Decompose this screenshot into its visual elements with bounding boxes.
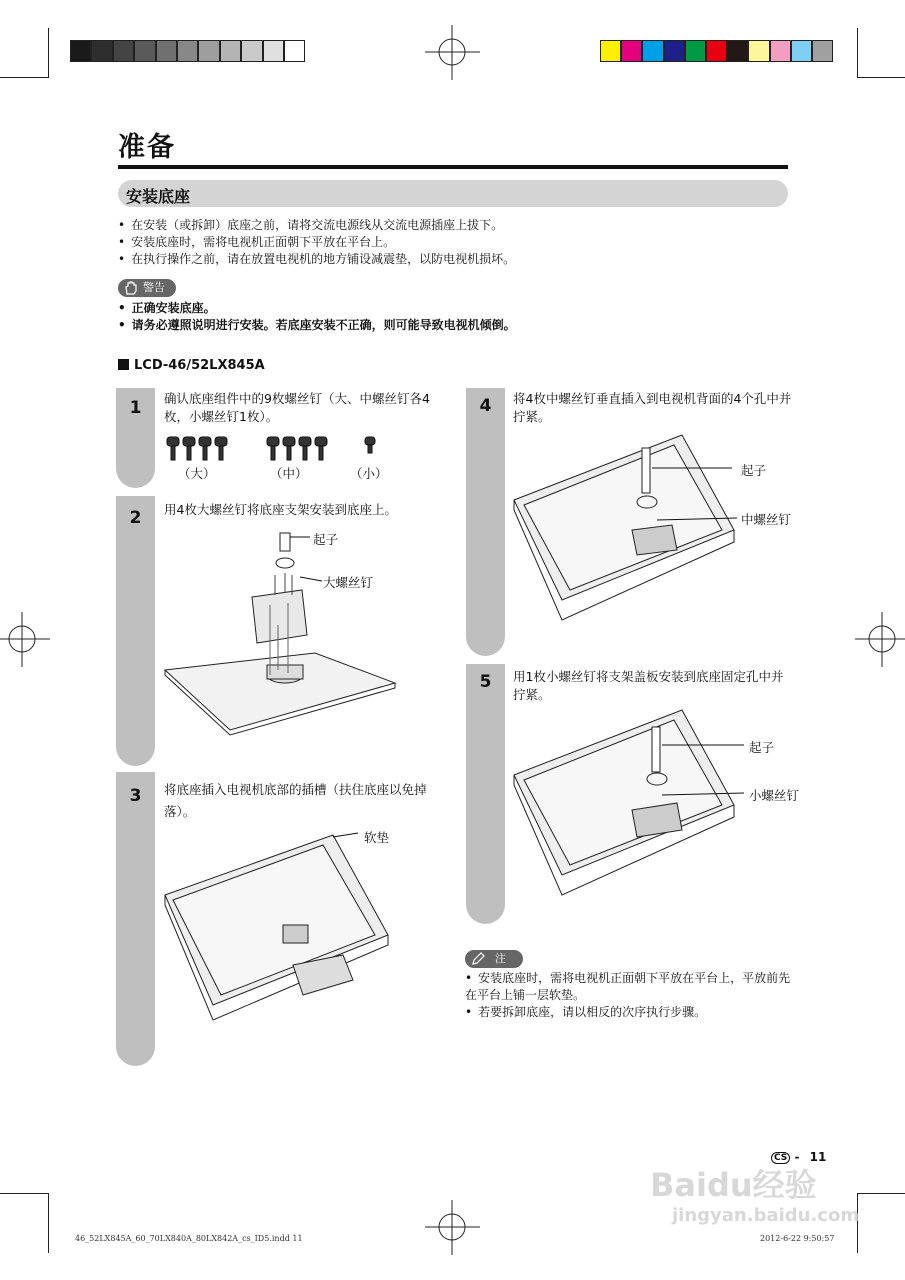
screws-illustration [165,435,395,465]
step-text: 用4枚大螺丝钉将底座支架安装到底座上。 [164,502,397,517]
footer-date: 2012-6-22 9:50:57 [760,1234,835,1243]
model-heading: LCD-46/52LX845A [118,358,265,373]
footer-filename: 46_52LX845A_60_70LX840A_80LX842A_cs_ID5.indd 11 [75,1234,303,1243]
step-bar [466,664,505,924]
callout-medium-screw: 中螺丝钉 [741,512,792,527]
gray-swatch [177,40,198,62]
step-number: 4 [479,396,492,416]
section-title: 安装底座 [126,187,191,206]
language-badge: CS [771,1152,790,1164]
crop-mark [0,1193,48,1194]
color-swatch [770,40,791,62]
gray-swatch [91,40,112,62]
gray-swatch [220,40,241,62]
list-item: • 请务必遵照说明进行安装。若底座安装不正确，则可能导致电视机倾倒。 [118,317,516,334]
list-item: • 安装底座时，需将电视机正面朝下平放在平台上。 [118,234,515,251]
gray-swatch [113,40,134,62]
gray-swatch [263,40,284,62]
step-number: 2 [129,508,142,528]
list-item: • 在执行操作之前，请在放置电视机的地方铺设减震垫，以防电视机损坏。 [118,251,515,268]
title-rule [118,165,788,169]
warning-badge: 警告 [118,279,176,297]
step-text: 将4枚中螺丝钉垂直插入到电视机背面的4个孔中并拧紧。 [513,391,792,424]
step-text: 将底座插入电视机底部的插槽（扶住底座以免掉落）。 [164,782,427,819]
note-list [465,970,795,1021]
baidu-watermark-url: jingyan.baidu.com [672,1205,860,1226]
crop-mark [0,77,48,78]
step-text: 确认底座组件中的9枚螺丝钉（大、中螺丝钉各4枚，小螺丝钉1枚）。 [164,391,430,424]
color-swatch [621,40,642,62]
step-number: 5 [479,672,492,692]
section-heading [118,180,788,207]
baidu-watermark-logo: Baidu经验 [650,1166,817,1204]
callout-large-screw: 大螺丝钉 [323,575,374,590]
callout-pad: 软垫 [364,830,390,845]
color-swatch [812,40,833,62]
registration-mark [855,612,905,667]
callout-driver: 起子 [749,740,775,755]
gray-swatch [156,40,177,62]
list-item: • 若要拆卸底座，请以相反的次序执行步骤。 [465,1004,795,1021]
color-swatch [642,40,663,62]
cover-screw-illustration [512,705,747,905]
registration-mark [425,1200,480,1255]
step-number: 1 [129,398,142,418]
insert-stand-illustration [163,825,393,1025]
screw-label-small: （小） [350,466,388,481]
pencil-icon [471,952,485,966]
gray-swatch [70,40,91,62]
warning-list [118,300,516,334]
step-bar [116,772,155,1066]
note-badge: 注 [465,950,523,968]
crop-mark [48,1193,49,1253]
color-swatch [664,40,685,62]
gray-swatch [241,40,262,62]
gray-swatch [284,40,305,62]
list-item: • 正确安装底座。 [118,300,516,317]
color-swatch [600,40,621,62]
stand-assembly-illustration [160,525,400,740]
list-item: • 在安装（或拆卸）底座之前，请将交流电源线从交流电源插座上拔下。 [118,217,515,234]
crop-mark [858,77,905,78]
intro-list [118,217,515,268]
crop-mark [857,28,858,78]
color-swatch [748,40,769,62]
step-number: 3 [129,786,142,806]
color-swatch [727,40,748,62]
step-bar [466,388,505,656]
color-swatch [791,40,812,62]
color-swatch [685,40,706,62]
step-text: 用1枚小螺丝钉将支架盖板安装到底座固定孔中并拧紧。 [513,669,784,702]
page-number: CS - 11 [771,1150,826,1164]
step-bar [116,496,155,766]
color-swatch [706,40,727,62]
registration-mark [0,612,50,667]
page-title: 准备 [118,132,176,163]
list-item: • 安装底座时，需将电视机正面朝下平放在平台上，平放前先在平台上铺一层软垫。 [465,970,795,1004]
crop-mark [858,1193,905,1194]
screw-label-large: （大） [178,466,216,481]
hand-icon [123,280,139,296]
screw-label-medium: （中） [270,466,308,481]
registration-mark [425,25,480,80]
callout-driver: 起子 [313,532,339,547]
crop-mark [48,28,49,78]
gray-swatch [134,40,155,62]
gray-swatch [198,40,219,62]
screw-in-stand-illustration [512,430,737,630]
callout-driver: 起子 [741,463,767,478]
callout-small-screw: 小螺丝钉 [749,788,800,803]
